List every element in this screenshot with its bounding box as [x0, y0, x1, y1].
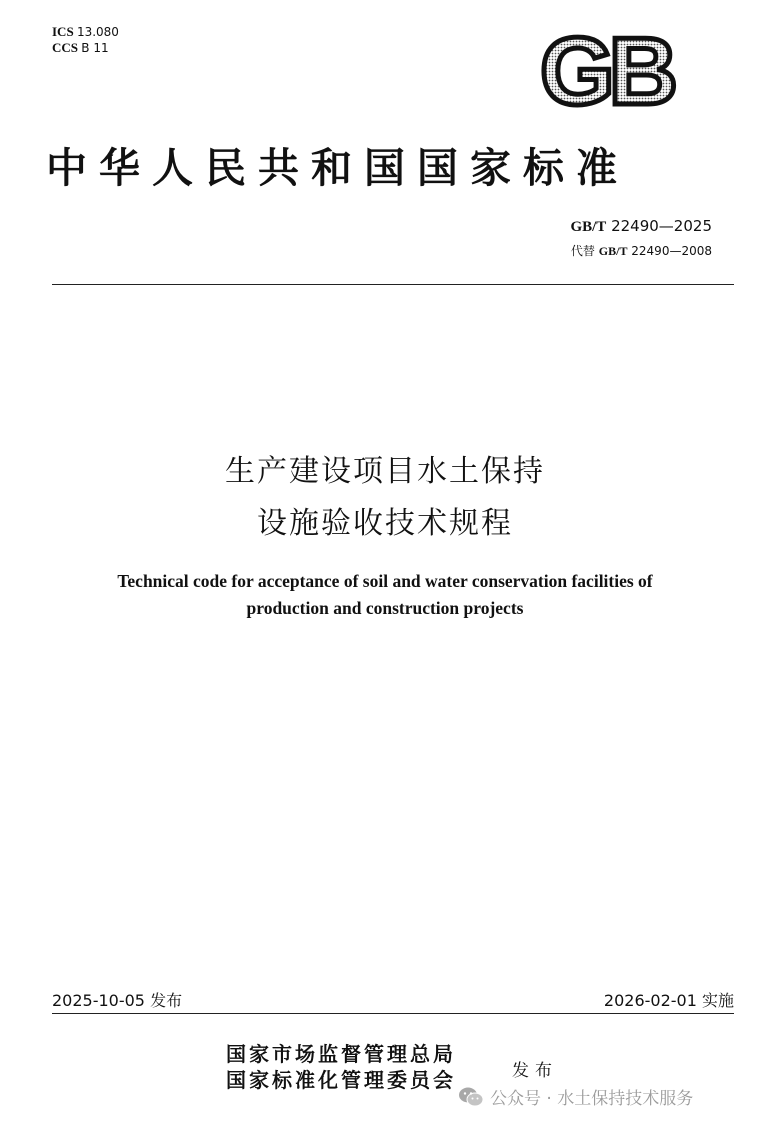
title-cn-line2: 设施验收技术规程 [257, 506, 513, 541]
title-en-line2: production and construction projects [246, 598, 524, 618]
watermark-text: 公众号 · 水土保持技术服务 [490, 1089, 694, 1109]
replaces-number: 22490—2008 [631, 244, 712, 258]
standard-prefix: GB/T [570, 219, 607, 235]
ccs-value: B 11 [81, 41, 109, 55]
wechat-icon [458, 1086, 484, 1108]
classification-codes [52, 24, 119, 56]
standard-number [570, 216, 712, 237]
replaces-prefix: 代替 [570, 244, 595, 258]
replaces-gbt: GB/T [598, 244, 628, 258]
issuer-sac: 国家标准化管理委员会 [226, 1068, 456, 1092]
publish-date: 2025-10-05 发布 [52, 991, 183, 1010]
standard-digits: 22490—2025 [611, 217, 712, 235]
ics-value: 13.080 [76, 25, 119, 39]
ics-code [52, 24, 119, 40]
watermark [458, 1084, 693, 1109]
issuer-samr: 国家市场监督管理总局 [226, 1042, 456, 1066]
replaces-standard [571, 243, 712, 259]
svg-text:GB: GB [540, 28, 672, 112]
title-cn-line1: 生产建设项目水土保持 [225, 454, 545, 489]
footer-divider [52, 1013, 734, 1014]
ccs-label: CCS [52, 40, 79, 55]
national-standard-title: 中华人民共和国国家标准 [46, 144, 629, 192]
ics-label: ICS [52, 24, 74, 39]
header-divider [52, 284, 734, 285]
implement-date: 2026-02-01 实施 [603, 991, 734, 1010]
ccs-code [52, 40, 119, 56]
gb-logo-icon [524, 28, 688, 112]
issue-action: 发布 [512, 1061, 558, 1081]
title-en-line1: Technical code for acceptance of soil and water conservation facilities of [117, 571, 653, 591]
